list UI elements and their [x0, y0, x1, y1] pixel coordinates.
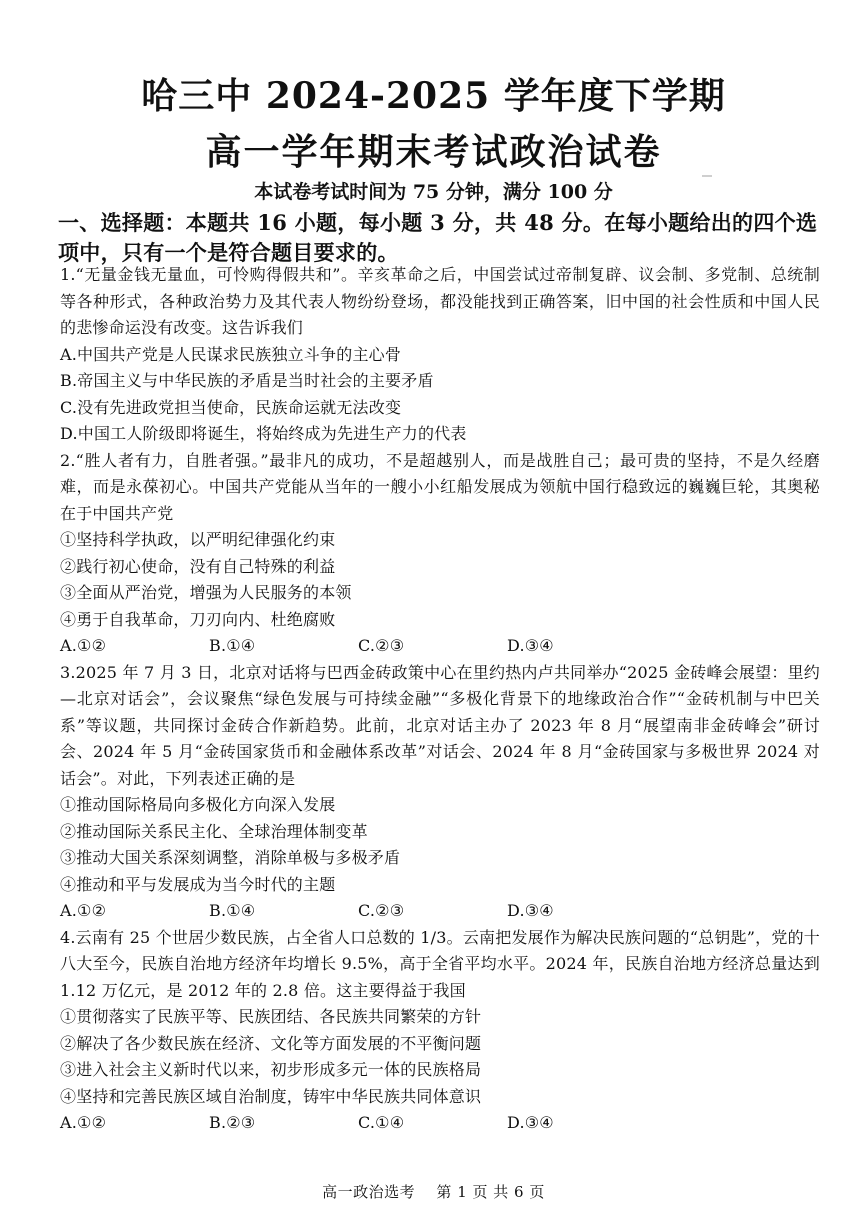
choice-c: C.①④ — [358, 1113, 405, 1132]
choice-d: D.③④ — [507, 901, 554, 920]
statement-2: ②解决了各少数民族在经济、文化等方面发展的不平衡问题 — [60, 1033, 482, 1053]
exam-title-line1: 哈三中 2024-2025 学年度下学期 — [141, 75, 726, 117]
footer-subject: 高一政治选考 — [322, 1183, 416, 1201]
question-stem: 4.云南有 25 个世居少数民族，占全省人口总数的 1/3。云南把发展作为解决民族问题的“总钥匙”，党的十八大至今，民族自治地方经济年均增长 9.5%，高于全省平均水平。2024 年，民族自治地方经济总量达到 1.12 万亿元，是 2012 年的 2.8 倍。这主要得益于我国 — [60, 927, 820, 1000]
answer-choices — [60, 1110, 820, 1137]
answer-choices — [60, 898, 820, 925]
question-1 — [60, 262, 820, 448]
question-stem: 3.2025 年 7 月 3 日，北京对话将与巴西金砖政策中心在里约热内卢共同举办“2025 金砖峰会展望：里约—北京对话会”，会议聚焦“绿色发展与可持续金融”“多极化背景下的地缘政治合作”“金砖机制与中巴关系”等议题，共同探讨金砖合作新趋势。此前，北京对话主办了 2023 年 8 月“展望南非金砖峰会”研讨会、2024 年 5 月“金砖国家货币和金融体系改革”对话会、2024 年 8 月“金砖国家与多极世界 2024 对话会”。对此，下列表述正确的是 — [60, 662, 820, 788]
choice-b: B.①④ — [209, 901, 256, 920]
footer-page-number: 第 1 页 共 6 页 — [436, 1183, 545, 1201]
option-b: B.帝国主义与中华民族的矛盾是当时社会的主要矛盾 — [60, 371, 434, 390]
statement-1: ①推动国际格局向多极化方向深入发展 — [60, 795, 336, 814]
choice-d: D.③④ — [507, 1113, 554, 1132]
section-heading: 一、选择题：本题共 16 小题，每小题 3 分，共 48 分。在每小题给出的四个选项中，只有一个是符合题目要求的。 — [58, 210, 818, 265]
statement-4: ④坚持和完善民族区域自治制度，铸牢中华民族共同体意识 — [60, 1086, 482, 1106]
question-3 — [60, 660, 820, 925]
option-c: C.没有先进政党担当使命，民族命运就无法改变 — [60, 397, 402, 417]
exam-subtitle: 本试卷考试时间为 75 分钟，满分 100 分 — [254, 181, 613, 203]
statement-1: ①贯彻落实了民族平等、民族团结、各民族共同繁荣的方针 — [60, 1007, 482, 1026]
option-d: D.中国工人阶级即将诞生，将始终成为先进生产力的代表 — [60, 424, 467, 443]
page-footer — [0, 1181, 867, 1203]
statement-2: ②推动国际关系民主化、全球治理体制变革 — [60, 821, 368, 841]
choice-d: D.③④ — [507, 636, 554, 655]
choice-c: C.②③ — [358, 636, 405, 655]
choice-a: A.①② — [60, 636, 107, 655]
questions-area — [60, 262, 820, 1137]
choice-b: B.②③ — [209, 1113, 256, 1132]
choice-a: A.①② — [60, 901, 107, 920]
scan-mark — [702, 175, 712, 177]
question-stem: 2.“胜人者有力，自胜者强。”最非凡的成功，不是超越别人，而是战胜自己；最可贵的坚持，不是久经磨难，而是永葆初心。中国共产党能从当年的一艘小小红船发展成为领航中国行稳致远的巍巍巨轮，其奥秘在于中国共产党 — [60, 450, 820, 523]
choice-a: A.①② — [60, 1113, 107, 1132]
question-2 — [60, 448, 820, 660]
question-stem: 1.“无量金钱无量血，可怜购得假共和”。辛亥革命之后，中国尝试过帝制复辟、议会制、多党制、总统制等各种形式，各种政治势力及其代表人物纷纷登场，都没能找到正确答案，旧中国的社会性质和中国人民的悲惨命运没有改变。这告诉我们 — [60, 265, 820, 337]
question-4 — [60, 925, 820, 1137]
exam-title-line2: 高一学年期末考试政治试卷 — [205, 131, 662, 173]
statement-3: ③进入社会主义新时代以来，初步形成多元一体的民族格局 — [60, 1060, 482, 1079]
option-a: A.中国共产党是人民谋求民族独立斗争的主心骨 — [60, 344, 402, 364]
statement-4: ④勇于自我革命，刀刃向内、杜绝腐败 — [60, 609, 336, 629]
statement-2: ②践行初心使命，没有自己特殊的利益 — [60, 556, 336, 576]
choice-b: B.①④ — [209, 636, 256, 655]
statement-1: ①坚持科学执政，以严明纪律强化约束 — [60, 530, 336, 549]
choice-c: C.②③ — [358, 901, 405, 920]
answer-choices — [60, 633, 820, 660]
statement-4: ④推动和平与发展成为当今时代的主题 — [60, 874, 336, 894]
statement-3: ③推动大国关系深刻调整，消除单极与多极矛盾 — [60, 848, 401, 867]
statement-3: ③全面从严治党，增强为人民服务的本领 — [60, 583, 352, 602]
